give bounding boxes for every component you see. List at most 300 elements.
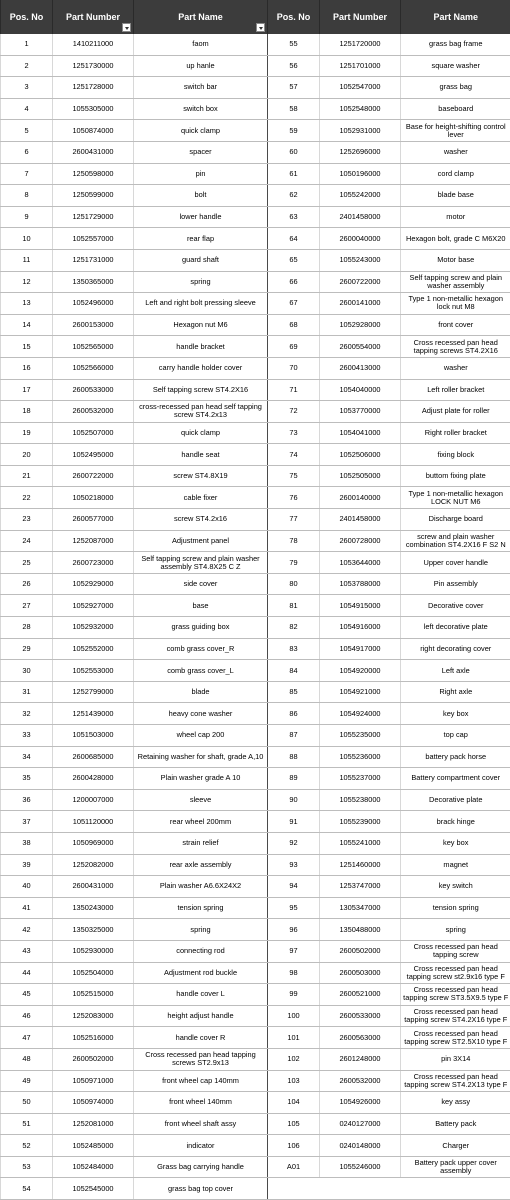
part-name-cell: Motor base bbox=[401, 249, 510, 271]
table-row bbox=[1, 228, 510, 250]
pos-no-cell: 28 bbox=[1, 617, 53, 639]
part-name-cell: Left and right bolt pressing sleeve bbox=[134, 293, 268, 315]
part-number-cell: 2600722000 bbox=[320, 271, 401, 293]
part-name-cell: Cross recessed pan head tapping screw bbox=[401, 940, 510, 962]
part-name-cell: key box bbox=[401, 832, 510, 854]
part-number-cell: 2600503000 bbox=[320, 962, 401, 984]
part-number-cell: 1054915000 bbox=[320, 595, 401, 617]
pos-no-cell: 106 bbox=[268, 1135, 320, 1157]
pos-no-cell: 71 bbox=[268, 379, 320, 401]
pos-no-cell: 74 bbox=[268, 444, 320, 466]
part-name-cell: Battery compartment cover bbox=[401, 768, 510, 790]
part-name-cell: height adjust handle bbox=[134, 1005, 268, 1027]
part-name-cell: Right roller bracket bbox=[401, 422, 510, 444]
part-number-cell: 1350325000 bbox=[53, 919, 134, 941]
pos-no-cell: 81 bbox=[268, 595, 320, 617]
part-name-cell: front wheel cap 140mm bbox=[134, 1070, 268, 1092]
part-name-cell: Self tapping screw ST4.2X16 bbox=[134, 379, 268, 401]
table-row bbox=[1, 660, 510, 682]
part-number-cell: 1252087000 bbox=[53, 530, 134, 552]
pos-no-cell: 68 bbox=[268, 314, 320, 336]
part-number-cell: 1052932000 bbox=[53, 617, 134, 639]
pos-no-cell: 60 bbox=[268, 141, 320, 163]
pos-no-cell: 3 bbox=[1, 77, 53, 99]
part-name-cell: carry handle holder cover bbox=[134, 357, 268, 379]
part-name-cell: cross-recessed pan head self tapping screw ST4.2x13 bbox=[134, 401, 268, 423]
pos-no-cell: 95 bbox=[268, 897, 320, 919]
part-name-cell: sleeve bbox=[134, 789, 268, 811]
part-name-cell: spacer bbox=[134, 141, 268, 163]
header-part-name[interactable] bbox=[134, 0, 268, 34]
part-number-cell: 1252081000 bbox=[53, 1113, 134, 1135]
part-name-cell: Left axle bbox=[401, 660, 510, 682]
pos-no-cell: 102 bbox=[268, 1048, 320, 1070]
part-number-cell: 1052557000 bbox=[53, 228, 134, 250]
pos-no-cell: 11 bbox=[1, 249, 53, 271]
part-name-cell: quick clamp bbox=[134, 422, 268, 444]
part-number-cell: 1251728000 bbox=[53, 77, 134, 99]
header-pos-no bbox=[1, 0, 53, 34]
part-name-cell: connecting rod bbox=[134, 940, 268, 962]
table-row bbox=[1, 897, 510, 919]
part-name-cell: Cross recessed pan head tapping screw ST2.5X10 type F bbox=[401, 1027, 510, 1049]
pos-no-cell: 80 bbox=[268, 573, 320, 595]
pos-no-cell: 17 bbox=[1, 379, 53, 401]
pos-no-cell: 46 bbox=[1, 1005, 53, 1027]
pos-no-cell: 15 bbox=[1, 336, 53, 358]
part-number-cell: 1052507000 bbox=[53, 422, 134, 444]
table-row bbox=[1, 1178, 510, 1200]
part-number-cell: 1252083000 bbox=[53, 1005, 134, 1027]
part-number-cell: 2600502000 bbox=[320, 940, 401, 962]
pos-no-cell: A01 bbox=[268, 1156, 320, 1178]
part-number-cell: 0240148000 bbox=[320, 1135, 401, 1157]
pos-no-cell: 94 bbox=[268, 876, 320, 898]
part-name-cell: lower handle bbox=[134, 206, 268, 228]
part-name-cell: Plain washer grade A 10 bbox=[134, 768, 268, 790]
pos-no-cell: 47 bbox=[1, 1027, 53, 1049]
part-name-cell: Cross recessed pan head tapping screws ST2.9x13 bbox=[134, 1048, 268, 1070]
part-number-cell: 1055236000 bbox=[320, 746, 401, 768]
pos-no-cell: 61 bbox=[268, 163, 320, 185]
table-row bbox=[1, 34, 510, 55]
part-number-cell: 2600577000 bbox=[53, 509, 134, 531]
part-number-cell: 1350488000 bbox=[320, 919, 401, 941]
part-name-cell: rear axle assembly bbox=[134, 854, 268, 876]
part-name-cell: Self tapping screw and plain washer assembly ST4.8X25 C Z bbox=[134, 552, 268, 574]
part-number-cell: 1251439000 bbox=[53, 703, 134, 725]
part-name-cell: rear flap bbox=[134, 228, 268, 250]
part-number-cell: 2600140000 bbox=[320, 487, 401, 509]
pos-no-cell: 51 bbox=[1, 1113, 53, 1135]
pos-no-cell: 34 bbox=[1, 746, 53, 768]
table-row bbox=[1, 141, 510, 163]
pos-no-cell: 69 bbox=[268, 336, 320, 358]
pos-no-cell: 21 bbox=[1, 465, 53, 487]
part-number-cell: 1052927000 bbox=[53, 595, 134, 617]
part-number-cell: 1350243000 bbox=[53, 897, 134, 919]
part-name-cell: Decorative cover bbox=[401, 595, 510, 617]
part-number-cell: 1052515000 bbox=[53, 984, 134, 1006]
pos-no-cell: 7 bbox=[1, 163, 53, 185]
part-name-cell: strain relief bbox=[134, 832, 268, 854]
part-number-cell: 1052566000 bbox=[53, 357, 134, 379]
table-body bbox=[1, 34, 510, 1200]
part-name-cell: Self tapping screw and plain washer assembly bbox=[401, 271, 510, 293]
pos-no-cell: 64 bbox=[268, 228, 320, 250]
pos-no-cell: 18 bbox=[1, 401, 53, 423]
pos-no-cell: 99 bbox=[268, 984, 320, 1006]
table-row bbox=[1, 271, 510, 293]
table-row bbox=[1, 1048, 510, 1070]
part-number-cell: 1054041000 bbox=[320, 422, 401, 444]
part-name-cell: Cross recessed pan head tapping screws ST4.2X16 bbox=[401, 336, 510, 358]
part-number-cell: 2600413000 bbox=[320, 357, 401, 379]
part-number-cell: 1052552000 bbox=[53, 638, 134, 660]
part-number-cell: 2401458000 bbox=[320, 509, 401, 531]
pos-no-cell: 72 bbox=[268, 401, 320, 423]
table-row bbox=[1, 401, 510, 423]
pos-no-cell: 2 bbox=[1, 55, 53, 77]
part-name-cell: front cover bbox=[401, 314, 510, 336]
part-number-cell: 0240127000 bbox=[320, 1113, 401, 1135]
part-number-cell: 1052485000 bbox=[53, 1135, 134, 1157]
part-name-cell: guard shaft bbox=[134, 249, 268, 271]
part-number-cell: 1052505000 bbox=[320, 465, 401, 487]
part-number-cell: 1053770000 bbox=[320, 401, 401, 423]
pos-no-cell: 29 bbox=[1, 638, 53, 660]
part-name-cell: Left roller bracket bbox=[401, 379, 510, 401]
pos-no-cell: 78 bbox=[268, 530, 320, 552]
pos-no-cell: 91 bbox=[268, 811, 320, 833]
part-number-cell: 1054921000 bbox=[320, 681, 401, 703]
table-row bbox=[1, 357, 510, 379]
part-number-cell: 2600533000 bbox=[53, 379, 134, 401]
part-number-cell: 1054917000 bbox=[320, 638, 401, 660]
pos-no-cell: 50 bbox=[1, 1092, 53, 1114]
table-row bbox=[1, 1156, 510, 1178]
pos-no-cell: 98 bbox=[268, 962, 320, 984]
pos-no-cell: 19 bbox=[1, 422, 53, 444]
part-number-cell: 2600685000 bbox=[53, 746, 134, 768]
part-number-cell: 1251730000 bbox=[53, 55, 134, 77]
pos-no-cell: 35 bbox=[1, 768, 53, 790]
table-row bbox=[1, 98, 510, 120]
part-number-cell: 1053788000 bbox=[320, 573, 401, 595]
part-number-cell: 1252696000 bbox=[320, 141, 401, 163]
table-row bbox=[1, 703, 510, 725]
pos-no-cell: 56 bbox=[268, 55, 320, 77]
part-number-cell: 1200007000 bbox=[53, 789, 134, 811]
part-name-cell: key box bbox=[401, 703, 510, 725]
part-number-cell: 1052516000 bbox=[53, 1027, 134, 1049]
part-number-cell: 1305347000 bbox=[320, 897, 401, 919]
pos-no-cell: 103 bbox=[268, 1070, 320, 1092]
part-number-cell: 1055235000 bbox=[320, 725, 401, 747]
part-name-cell: switch bar bbox=[134, 77, 268, 99]
part-number-cell: 1052928000 bbox=[320, 314, 401, 336]
table-row bbox=[1, 1135, 510, 1157]
table-row bbox=[1, 509, 510, 531]
part-name-cell: Charger bbox=[401, 1135, 510, 1157]
part-number-cell: 1052553000 bbox=[53, 660, 134, 682]
table-row bbox=[1, 249, 510, 271]
pos-no-cell: 43 bbox=[1, 940, 53, 962]
table-row bbox=[1, 120, 510, 142]
part-name-cell: Battery pack upper cover assembly bbox=[401, 1156, 510, 1178]
pos-no-cell: 104 bbox=[268, 1092, 320, 1114]
part-name-cell: front wheel 140mm bbox=[134, 1092, 268, 1114]
part-number-cell: 2600141000 bbox=[320, 293, 401, 315]
table-row bbox=[1, 206, 510, 228]
part-name-cell: quick clamp bbox=[134, 120, 268, 142]
part-number-cell: 1055243000 bbox=[320, 249, 401, 271]
pos-no-cell: 57 bbox=[268, 77, 320, 99]
chevron-down-icon[interactable] bbox=[256, 23, 265, 32]
pos-no-cell: 13 bbox=[1, 293, 53, 315]
pos-no-cell: 8 bbox=[1, 185, 53, 207]
part-number-cell: 1054920000 bbox=[320, 660, 401, 682]
pos-no-cell: 62 bbox=[268, 185, 320, 207]
part-number-cell: 2600040000 bbox=[320, 228, 401, 250]
empty-cell bbox=[268, 1178, 320, 1200]
part-name-cell: Retaining washer for shaft, grade A,10 bbox=[134, 746, 268, 768]
pos-no-cell: 27 bbox=[1, 595, 53, 617]
pos-no-cell: 45 bbox=[1, 984, 53, 1006]
pos-no-cell: 88 bbox=[268, 746, 320, 768]
part-name-cell: side cover bbox=[134, 573, 268, 595]
header-part-name-2 bbox=[401, 0, 510, 34]
table-row bbox=[1, 789, 510, 811]
part-name-cell: right decorating cover bbox=[401, 638, 510, 660]
pos-no-cell: 77 bbox=[268, 509, 320, 531]
part-name-cell: Base for height-shifting control lever bbox=[401, 120, 510, 142]
part-name-cell: Cross recessed pan head tapping screw ST4.2X13 type F bbox=[401, 1070, 510, 1092]
header-label: Part Number bbox=[66, 12, 120, 22]
part-number-cell: 1052931000 bbox=[320, 120, 401, 142]
table-row bbox=[1, 573, 510, 595]
part-number-cell: 1251731000 bbox=[53, 249, 134, 271]
part-name-cell: Plain washer A6.6X24X2 bbox=[134, 876, 268, 898]
part-number-cell: 1052929000 bbox=[53, 573, 134, 595]
pos-no-cell: 96 bbox=[268, 919, 320, 941]
part-number-cell: 2600428000 bbox=[53, 768, 134, 790]
part-number-cell: 2600431000 bbox=[53, 876, 134, 898]
pos-no-cell: 48 bbox=[1, 1048, 53, 1070]
table-row bbox=[1, 444, 510, 466]
part-name-cell: Discharge board bbox=[401, 509, 510, 531]
part-name-cell: screw ST4.8X19 bbox=[134, 465, 268, 487]
part-name-cell: battery pack horse bbox=[401, 746, 510, 768]
pos-no-cell: 86 bbox=[268, 703, 320, 725]
part-number-cell: 1252799000 bbox=[53, 681, 134, 703]
part-number-cell: 2600153000 bbox=[53, 314, 134, 336]
table-row bbox=[1, 962, 510, 984]
table-row bbox=[1, 1005, 510, 1027]
part-name-cell: spring bbox=[134, 271, 268, 293]
pos-no-cell: 32 bbox=[1, 703, 53, 725]
part-name-cell: Cross recessed pan head tapping screw st2.9x16 type F bbox=[401, 962, 510, 984]
part-number-cell: 1053644000 bbox=[320, 552, 401, 574]
part-number-cell: 1250599000 bbox=[53, 185, 134, 207]
pos-no-cell: 55 bbox=[268, 34, 320, 55]
part-name-cell: square washer bbox=[401, 55, 510, 77]
pos-no-cell: 84 bbox=[268, 660, 320, 682]
table-row bbox=[1, 422, 510, 444]
part-name-cell: switch box bbox=[134, 98, 268, 120]
part-name-cell: rear wheel 200mm bbox=[134, 811, 268, 833]
part-number-cell: 1052504000 bbox=[53, 962, 134, 984]
part-name-cell: baseboard bbox=[401, 98, 510, 120]
empty-cell bbox=[401, 1178, 510, 1200]
table-row bbox=[1, 768, 510, 790]
part-name-cell: Adjust plate for roller bbox=[401, 401, 510, 423]
pos-no-cell: 16 bbox=[1, 357, 53, 379]
part-number-cell: 1052545000 bbox=[53, 1178, 134, 1200]
part-number-cell: 2600532000 bbox=[53, 401, 134, 423]
part-number-cell: 1051120000 bbox=[53, 811, 134, 833]
pos-no-cell: 23 bbox=[1, 509, 53, 531]
table-row bbox=[1, 832, 510, 854]
part-name-cell: blade base bbox=[401, 185, 510, 207]
part-name-cell: motor bbox=[401, 206, 510, 228]
table-row bbox=[1, 163, 510, 185]
pos-no-cell: 76 bbox=[268, 487, 320, 509]
table-row bbox=[1, 487, 510, 509]
table-row bbox=[1, 919, 510, 941]
part-number-cell: 1052548000 bbox=[320, 98, 401, 120]
part-number-cell: 1055242000 bbox=[320, 185, 401, 207]
pos-no-cell: 105 bbox=[268, 1113, 320, 1135]
part-name-cell: comb grass cover_R bbox=[134, 638, 268, 660]
pos-no-cell: 41 bbox=[1, 897, 53, 919]
part-number-cell: 2600723000 bbox=[53, 552, 134, 574]
pos-no-cell: 36 bbox=[1, 789, 53, 811]
pos-no-cell: 40 bbox=[1, 876, 53, 898]
part-name-cell: Pin assembly bbox=[401, 573, 510, 595]
pos-no-cell: 38 bbox=[1, 832, 53, 854]
part-name-cell: comb grass cover_L bbox=[134, 660, 268, 682]
part-name-cell: faom bbox=[134, 34, 268, 55]
pos-no-cell: 90 bbox=[268, 789, 320, 811]
table-row bbox=[1, 876, 510, 898]
part-number-cell: 2600532000 bbox=[320, 1070, 401, 1092]
part-name-cell: pin bbox=[134, 163, 268, 185]
part-name-cell: blade bbox=[134, 681, 268, 703]
part-number-cell: 1051503000 bbox=[53, 725, 134, 747]
part-number-cell: 1055305000 bbox=[53, 98, 134, 120]
part-number-cell: 1251460000 bbox=[320, 854, 401, 876]
table-row bbox=[1, 185, 510, 207]
part-name-cell: Adjustment rod buckle bbox=[134, 962, 268, 984]
pos-no-cell: 22 bbox=[1, 487, 53, 509]
part-number-cell: 2601248000 bbox=[320, 1048, 401, 1070]
pos-no-cell: 93 bbox=[268, 854, 320, 876]
part-name-cell: base bbox=[134, 595, 268, 617]
part-number-cell: 2600728000 bbox=[320, 530, 401, 552]
part-name-cell: Type 1 non-metallic hexagon LOCK NUT M6 bbox=[401, 487, 510, 509]
table-row bbox=[1, 1113, 510, 1135]
table-row bbox=[1, 681, 510, 703]
part-number-cell: 1050969000 bbox=[53, 832, 134, 854]
part-number-cell: 1052495000 bbox=[53, 444, 134, 466]
part-number-cell: 1251729000 bbox=[53, 206, 134, 228]
part-number-cell: 1050974000 bbox=[53, 1092, 134, 1114]
pos-no-cell: 1 bbox=[1, 34, 53, 55]
pos-no-cell: 100 bbox=[268, 1005, 320, 1027]
part-name-cell: washer bbox=[401, 141, 510, 163]
pos-no-cell: 42 bbox=[1, 919, 53, 941]
pos-no-cell: 66 bbox=[268, 271, 320, 293]
part-number-cell: 1050218000 bbox=[53, 487, 134, 509]
part-name-cell: pin 3X14 bbox=[401, 1048, 510, 1070]
part-number-cell: 1050874000 bbox=[53, 120, 134, 142]
table-row bbox=[1, 811, 510, 833]
part-name-cell: Adjustment panel bbox=[134, 530, 268, 552]
part-name-cell: front wheel shaft assy bbox=[134, 1113, 268, 1135]
part-number-cell: 1410211000 bbox=[53, 34, 134, 55]
part-number-cell: 1055241000 bbox=[320, 832, 401, 854]
part-name-cell: key switch bbox=[401, 876, 510, 898]
pos-no-cell: 54 bbox=[1, 1178, 53, 1200]
part-name-cell: Cross recessed pan head tapping screw ST3.5X9.5 type F bbox=[401, 984, 510, 1006]
pos-no-cell: 14 bbox=[1, 314, 53, 336]
part-name-cell: Decorative plate bbox=[401, 789, 510, 811]
table-row bbox=[1, 1092, 510, 1114]
part-number-cell: 1052565000 bbox=[53, 336, 134, 358]
empty-cell bbox=[320, 1178, 401, 1200]
pos-no-cell: 9 bbox=[1, 206, 53, 228]
part-name-cell: grass bag frame bbox=[401, 34, 510, 55]
chevron-down-icon[interactable] bbox=[122, 23, 131, 32]
part-number-cell: 1251701000 bbox=[320, 55, 401, 77]
pos-no-cell: 92 bbox=[268, 832, 320, 854]
pos-no-cell: 79 bbox=[268, 552, 320, 574]
table-row bbox=[1, 55, 510, 77]
part-number-cell: 2600521000 bbox=[320, 984, 401, 1006]
part-name-cell: Upper cover handle bbox=[401, 552, 510, 574]
part-number-cell: 1055237000 bbox=[320, 768, 401, 790]
part-number-cell: 1052547000 bbox=[320, 77, 401, 99]
table-row bbox=[1, 638, 510, 660]
header-pos-no-2 bbox=[268, 0, 320, 34]
header-part-number[interactable] bbox=[53, 0, 134, 34]
table-row bbox=[1, 1070, 510, 1092]
pos-no-cell: 85 bbox=[268, 681, 320, 703]
pos-no-cell: 39 bbox=[1, 854, 53, 876]
part-name-cell: cable fixer bbox=[134, 487, 268, 509]
part-name-cell: left decorative plate bbox=[401, 617, 510, 639]
header-part-number-2 bbox=[320, 0, 401, 34]
part-name-cell: up hanle bbox=[134, 55, 268, 77]
part-number-cell: 1054924000 bbox=[320, 703, 401, 725]
pos-no-cell: 44 bbox=[1, 962, 53, 984]
part-name-cell: buttom fixing plate bbox=[401, 465, 510, 487]
part-number-cell: 2600722000 bbox=[53, 465, 134, 487]
header-label: Pos. No bbox=[277, 12, 311, 22]
part-name-cell: key assy bbox=[401, 1092, 510, 1114]
table-row bbox=[1, 984, 510, 1006]
pos-no-cell: 30 bbox=[1, 660, 53, 682]
header-label: Part Name bbox=[433, 12, 478, 22]
pos-no-cell: 10 bbox=[1, 228, 53, 250]
table-row bbox=[1, 725, 510, 747]
pos-no-cell: 89 bbox=[268, 768, 320, 790]
table-row bbox=[1, 379, 510, 401]
part-name-cell: Type 1 non-metallic hexagon lock nut M8 bbox=[401, 293, 510, 315]
part-number-cell: 2600554000 bbox=[320, 336, 401, 358]
header-label: Part Name bbox=[178, 12, 223, 22]
